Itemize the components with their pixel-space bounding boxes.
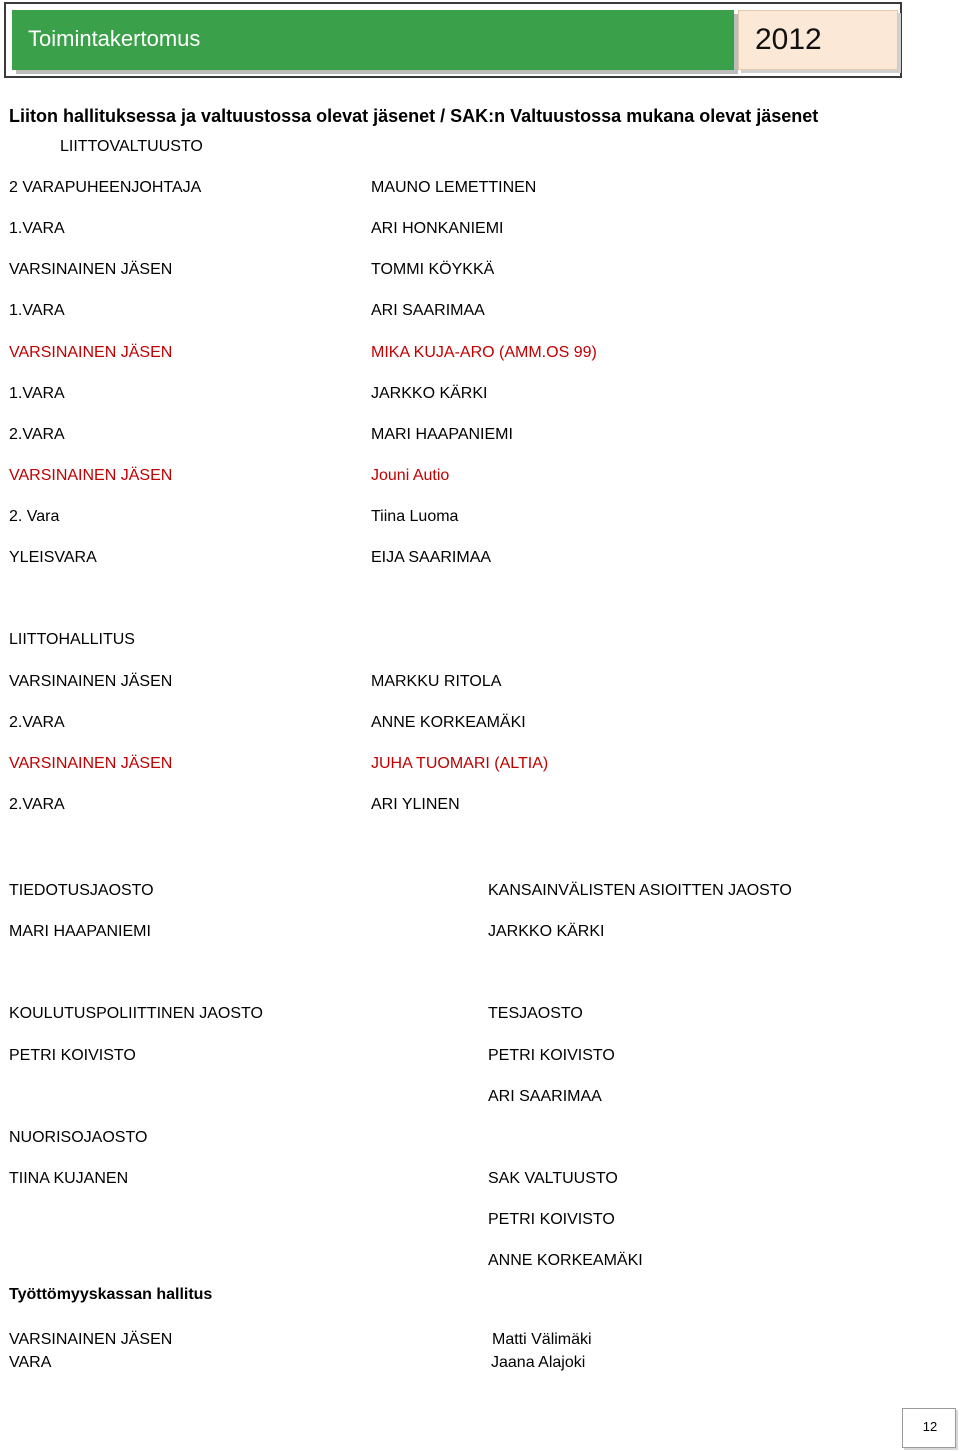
role-label: VARSINAINEN JÄSEN (9, 1331, 173, 1348)
committee-member: JARKKO KÄRKI (488, 923, 605, 940)
committee-member: TIINA KUJANEN (9, 1170, 129, 1187)
member-name: Jaana Alajoki (491, 1354, 586, 1371)
role-label: VARA (9, 1354, 52, 1371)
member-name: Tiina Luoma (371, 508, 459, 525)
member-name: ARI YLINEN (371, 796, 460, 813)
main-heading: Liiton hallituksessa ja valtuustossa olevat jäsenet / SAK:n Valtuustossa mukana olevat jäsenet (9, 106, 819, 126)
member-name: MAUNO LEMETTINEN (371, 179, 537, 196)
member-name: MARKKU RITOLA (371, 673, 502, 690)
role-label: VARSINAINEN JÄSEN (9, 673, 173, 690)
header-year-box (738, 10, 898, 70)
member-name: ARI HONKANIEMI (371, 220, 504, 237)
role-label: 2.VARA (9, 714, 65, 731)
member-name: ARI SAARIMAA (371, 302, 485, 319)
role-label: 2.VARA (9, 426, 65, 443)
committee-member: PETRI KOIVISTO (488, 1211, 615, 1228)
committee-member: MARI HAAPANIEMI (9, 923, 151, 940)
role-label: 1.VARA (9, 385, 65, 402)
member-name: ANNE KORKEAMÄKI (371, 714, 526, 731)
role-label: 2 VARAPUHEENJOHTAJA (9, 179, 202, 196)
section-title-liittovaltuusto: LIITTOVALTUUSTO (60, 138, 203, 155)
section-title-liittohallitus: LIITTOHALLITUS (9, 631, 135, 648)
member-name-highlighted: JUHA TUOMARI (ALTIA) (371, 755, 549, 772)
committee-title-tiedotusjaosto: TIEDOTUSJAOSTO (9, 882, 154, 899)
committee-title-tesjaosto: TESJAOSTO (488, 1005, 583, 1022)
role-label: VARSINAINEN JÄSEN (9, 261, 173, 278)
committee-member: ARI SAARIMAA (488, 1088, 602, 1105)
committee-member: ANNE KORKEAMÄKI (488, 1252, 643, 1269)
role-label-highlighted: VARSINAINEN JÄSEN (9, 467, 173, 484)
header-title: Toimintakertomus (28, 26, 201, 51)
committee-member: PETRI KOIVISTO (9, 1047, 136, 1064)
role-label: YLEISVARA (9, 549, 97, 566)
committee-title-nuorisojaosto: NUORISOJAOSTO (9, 1129, 148, 1146)
role-label: 1.VARA (9, 302, 65, 319)
committee-title-kansainvaliset: KANSAINVÄLISTEN ASIOITTEN JAOSTO (488, 882, 792, 899)
member-name: EIJA SAARIMAA (371, 549, 492, 566)
member-name-highlighted: MIKA KUJA-ARO (AMM.OS 99) (371, 344, 597, 361)
page-number: 12 (922, 1419, 938, 1434)
member-name: TOMMI KÖYKKÄ (371, 261, 495, 278)
section-title-tyottomyyskassa: Työttömyyskassan hallitus (9, 1286, 213, 1303)
page-number-box (902, 1408, 956, 1448)
header-title-bar (12, 10, 734, 70)
member-name: JARKKO KÄRKI (371, 385, 488, 402)
role-label-highlighted: VARSINAINEN JÄSEN (9, 344, 173, 361)
member-name-highlighted: Jouni Autio (371, 467, 450, 484)
member-name: Matti Välimäki (492, 1331, 592, 1348)
role-label: 2.VARA (9, 796, 65, 813)
header-year: 2012 (755, 23, 822, 56)
member-name: MARI HAAPANIEMI (371, 426, 513, 443)
role-label-highlighted: VARSINAINEN JÄSEN (9, 755, 173, 772)
role-label: 1.VARA (9, 220, 65, 237)
report-header (4, 2, 902, 78)
committee-member: PETRI KOIVISTO (488, 1047, 615, 1064)
committee-title-sak-valtuusto: SAK VALTUUSTO (488, 1170, 618, 1187)
role-label: 2. Vara (9, 508, 60, 525)
committee-title-koulutuspoliittinen: KOULUTUSPOLIITTINEN JAOSTO (9, 1005, 263, 1022)
